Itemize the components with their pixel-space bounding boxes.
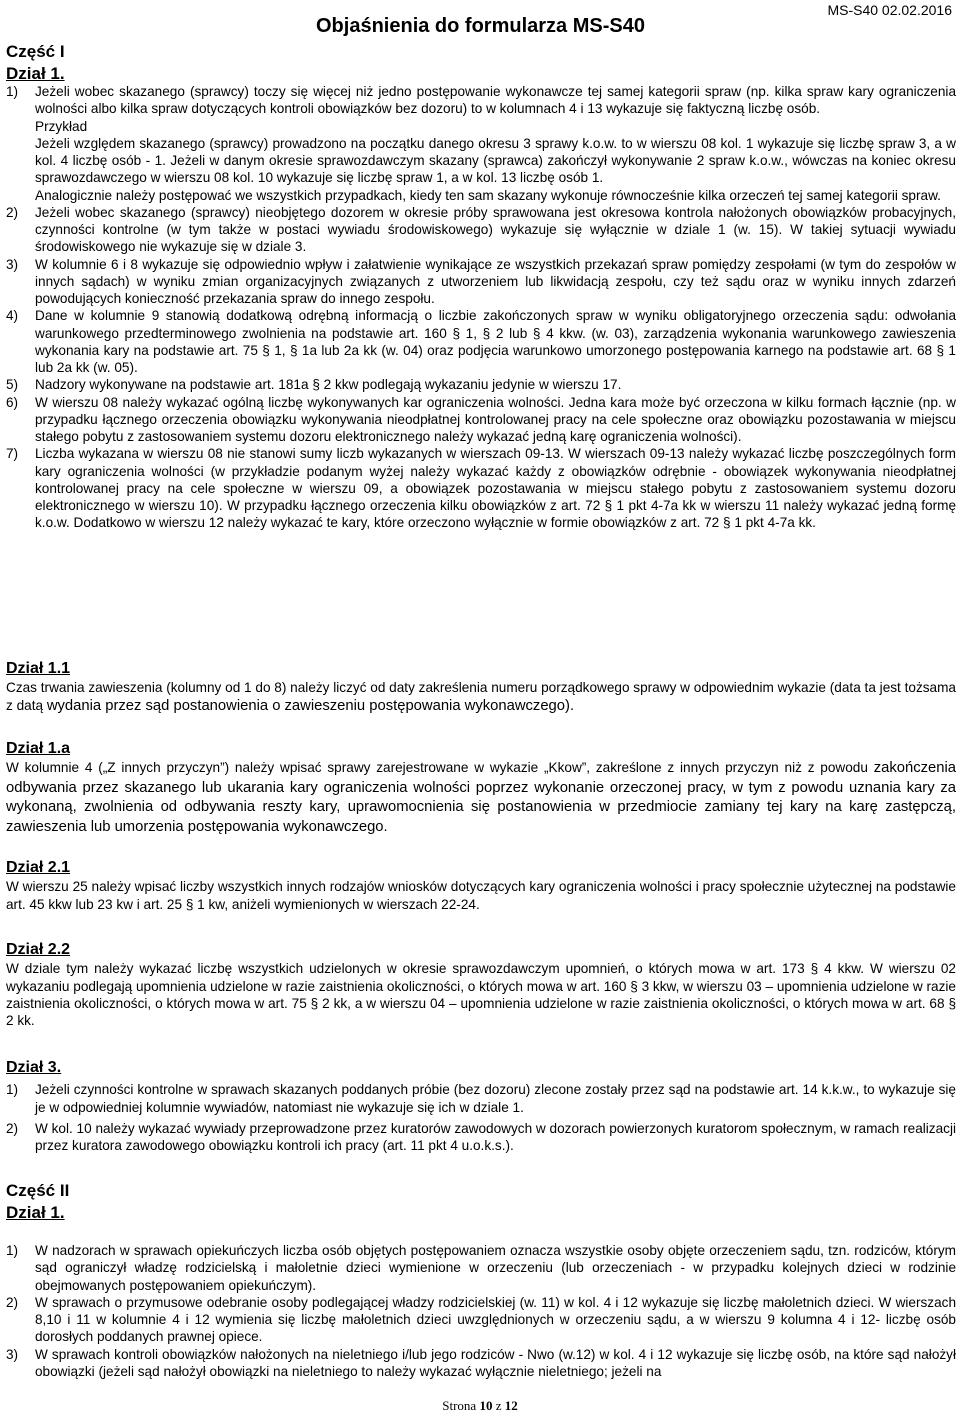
section-1-1-heading: Dział 1.1 xyxy=(6,660,71,677)
section-2-1-text: W wierszu 25 należy wpisać liczby wszystkich innych rodzajów wniosków dotyczących kary ograniczenia wolności i pracy społecznie użytecznej na podstawie art. 45 kkw lub 23 kw i art. 25 § 1 kw, aniżeli wymienionych w wierszach 22-24. xyxy=(6,879,956,912)
item-text: W kol. 10 należy wykazać wywiady przeprowadzone przez kuratorów zawodowych w dozorach powierzonych kuratorom społecznym, w ramach realizacji przez kuratora zawodowego obowiązku kontroli ich pracy (art. 11 pkt 4 u.o.k.s.). xyxy=(35,1120,956,1154)
list-item: 3) W kolumnie 6 i 8 wykazuje się odpowiednio wpływ i załatwienie wynikające ze wszystkich przekazań spraw pomiędzy zespołami (w tym do zespołów w innych sądach) w wyniku zmian organizacyjnych związanych z utworzeniem lub likwidacją zespołu, czy też sądu oraz w wyniku innych zdarzeń powodujących konieczność przekazania spraw do innego zespołu. xyxy=(6,256,956,306)
item-text: Jeżeli wobec skazanego (sprawcy) toczy się więcej niż jedno postępowanie wykonawcze tej samej kategorii spraw (np. kilka spraw kary ograniczenia wolności albo kilka spraw dotyczących kontroli obowiązków bez dozoru) to w kolumnach 4 i 13 wykazuje się faktyczną liczbę osób. xyxy=(35,84,956,117)
section-1-a-text: W kolumnie 4 („Z innych przyczyn”) należy wpisać sprawy zarejestrowane w wykazie „Kkow”, zakreślone z innych przyczyn niż z powodu zakończenia odbywania przez skazanego lub ukarania kary ograniczenia wolności poprzez wykonanie orzeczonej pracy, w tym z powodu uznania kary za wykonaną, zwolnienia od odbywania reszty kary, uprawomocnienia się postanowienia w przedmiocie zamiany tej kary na karę zastępczą, zawieszenia lub umorzenia postępowania wykonawczego. xyxy=(6,760,956,835)
list-item: 2) W kol. 10 należy wykazać wywiady przeprowadzone przez kuratorów zawodowych w dozorach powierzonych kuratorom społecznym, w ramach realizacji przez kuratora zawodowego obowiązku kontroli ich pracy (art. 11 pkt 4 u.o.k.s.). xyxy=(6,1120,956,1154)
section-2-2-heading: Dział 2.2 xyxy=(6,941,71,958)
list-item: 1) Jeżeli czynności kontrolne w sprawach skazanych poddanych próbie (bez dozoru) zlecone zostały przez sąd na podstawie art. 14 k.k.w., to wykazuje się je w odpowiedniej kolumnie wywiadów, natomiast nie wykazuje się ich w dziale 1. xyxy=(6,1082,956,1115)
list-item: 3) W sprawach kontroli obowiązków nałożonych na nieletniego i/lub jego rodziców - Nwo (w.12) w kol. 4 i 12 wykazuje się liczbę osób, na które sąd nałożył obowiązki (jeżeli sąd nałożył obowiązki na nieletniego to należy wykazać wyłącznie nieletniego; jeżeli na xyxy=(6,1346,956,1379)
item-text: Dane w kolumnie 9 stanowią dodatkową odrębną informacją o liczbie zakończonych spraw w wyniku obligatoryjnego orzeczenia sądu: odwołania warunkowego przedterminowego zwolnienia na podstawie art. 160 § 1, § 2 lub § 4 kkw. (w. 03), zarządzenia wykonania warunkowego zawieszenia wykonania kary na podstawie art. 75 § 1, § 1a lub 2a kk (w. 04) oraz podjęcia warunkowo umorzonego postępowania karnego na podstawie art. 68 § 1 lub 2a kk (w. 05). xyxy=(35,308,956,375)
item-text: Jeżeli czynności kontrolne w sprawach skazanych poddanych próbie (bez dozoru) zlecone zostały przez sąd na podstawie art. 14 k.k.w., to wykazuje się je w odpowiedniej kolumnie wywiadów, natomiast nie wykazuje się ich w dziale 1. xyxy=(35,1082,956,1115)
section-1-a xyxy=(6,739,956,837)
part-2-section-1-heading: Dział 1. xyxy=(6,1203,65,1222)
list-item: 7) Liczba wykazana w wierszu 08 nie stanowi sumy liczb wykazanych w wierszach 09-13. W wierszach 09-13 należy wykazać liczbę poszczególnych form kary ograniczenia wolności (w przykładzie podanym wyżej należy wykazać każdy z obowiązków odrębnie - obowiązek wykonywania nieodpłatnej kontrolowanej pracy na cele społeczne w wierszu 09, a obowiązek pozostawania w miejscu stałego pobytu z zastosowaniem systemu dozoru elektronicznego w wierszu 10). W przypadku łącznego orzeczenia kilku obowiązków z art. 72 § 1 pkt 4-7a kk w wierszu 11 należy wykazać jedną formę k.o.w. Dodatkowo w wierszu 12 należy wykazać te kary, które orzeczono wyłącznie w formie obowiązków z art. 72 § 1 pkt 4-7a kk. xyxy=(6,446,956,531)
section-2-2-text: W dziale tym należy wykazać liczbę wszystkich udzielonych w okresie sprawozdawczym upomnień, o których mowa w art. 173 § 4 kkw. W wierszu 02 wykazaniu podlegają upomnienia udzielone w razie zaistnienia okoliczności, o których mowa w art. 160 § 3 kkw, w wierszu 03 – upomnienia udzielone w razie zaistnienia okoliczności, o których mowa w art. 75 § 2 kk, a w wierszu 04 – upomnienia udzielone w razie zaistnienia okoliczności, o których mowa w art. 68 § 2 kk. xyxy=(6,961,956,1029)
item-text: W sprawach o przymusowe odebranie osoby podlegającej władzy rodzicielskiej (w. 11) w kol. 4 i 12 wykazuje się liczbę małoletnich dzieci. W wierszach 8,10 i 11 w kolumnie 4 i 12 wymienia się liczbę małoletnich dzieci uwzględnionych w orzeczeniu sądu, a w wierszu 9 kolumna 4 i 12- liczbę osób dorosłych poddanych prawnej opiece. xyxy=(35,1294,956,1345)
item-text: Jeżeli wobec skazanego (sprawcy) nieobjętego dozorem w okresie próby sprawowana jest okresowa kontrola nałożonych obowiązków probacyjnych, czynności kontrolne (w tym także w postaci wywiadu środowiskowego) wykazuje się wyłącznie w dziale 1 (w. 15). W takiej sytuacji wywiadu środowiskowego nie wykazuje się w dziale 3. xyxy=(35,204,956,255)
item-text: Liczba wykazana w wierszu 08 nie stanowi sumy liczb wykazanych w wierszach 09-13. W wierszach 09-13 należy wykazać liczbę poszczególnych form kary ograniczenia wolności (w przykładzie podanym wyżej należy wykazać każdy z obowiązków odrębnie - obowiązek wykonywania nieodpłatnej kontrolowanej pracy na cele społeczne w wierszu 09, a obowiązek pozostawania w miejscu stałego pobytu z zastosowaniem systemu dozoru elektronicznego w wierszu 10). W przypadku łącznego orzeczenia kilku obowiązków z art. 72 § 1 pkt 4-7a kk w wierszu 11 należy wykazać jedną formę k.o.w. Dodatkowo w wierszu 12 należy wykazać te kary, które orzeczono wyłącznie w formie obowiązków z art. 72 § 1 pkt 4-7a kk. xyxy=(35,446,956,531)
item-text: Jeżeli względem skazanego (sprawcy) prowadzono na początku danego okresu 3 sprawy k.o.w. to w wierszu 08 kol. 1 wykazuje się liczbę spraw 3, a w kol. 4 liczbę osób - 1. Jeżeli w danym okresie sprawozdawczym skazany (sprawca) zakończył wykonywanie 2 spraw k.o.w., wówczas na koniec okresu sprawozdawczego w wierszu 08 kol. 10 wykazuje się liczbę spraw 1, a w kol. 13 liczbę osób 1. xyxy=(35,135,956,186)
list-item: 5) Nadzory wykonywane na podstawie art. 181a § 2 kkw podlegają wykazaniu jedynie w wierszu 17. xyxy=(6,376,956,393)
part-1-heading: Część I xyxy=(6,42,65,61)
section-1-1-text: Czas trwania zawieszenia (kolumny od 1 do 8) należy liczyć od daty zakreślenia numeru porządkowego sprawy w odpowiednim wykazie (data ta jest tożsama z datą wydania przez sąd postanowienia o zawieszeniu postępowania wykonawczego). xyxy=(6,680,956,714)
part-2-section-1-list xyxy=(6,1242,956,1380)
footer-prefix: Strona xyxy=(442,1398,477,1413)
item-text: W sprawach kontroli obowiązków nałożonych na nieletniego i/lub jego rodziców - Nwo (w.12) w kol. 4 i 12 wykazuje się liczbę osób, na które sąd nałożył obowiązki (jeżeli sąd nałożył obowiązki na nieletniego to należy wykazać wyłącznie nieletniego; jeżeli na xyxy=(35,1346,956,1379)
page-total: 12 xyxy=(504,1398,518,1413)
item-text: W wierszu 08 należy wykazać ogólną liczbę wykonywanych kar ograniczenia wolności. Jedna kara może być orzeczona w kilku formach łącznie (np. w przypadku łącznego orzeczenia obowiązku wykonywania nieodpłatnej kontrolowanej pracy na cele społeczne oraz obowiązku pozostawania w miejscu stałego pobytu z zastosowaniem systemu dozoru elektronicznego należy wykazać jedną karę ograniczenia wolności). xyxy=(35,394,956,444)
section-1-a-heading: Dział 1.a xyxy=(6,740,71,757)
item-text: W nadzorach w sprawach opiekuńczych liczba osób objętych postępowaniem oznacza wszystkie osoby objęte orzeczeniem sądu, tzn. rodziców, którym sąd ograniczył władzę rodzicielską i małoletnie dzieci wymienione w orzeczeniu (lub orzeczeniach - w przypadku kolejnych dzieci w rodzinie obejmowanych postępowaniem opiekuńczym). xyxy=(35,1243,956,1293)
list-item: 1) W nadzorach w sprawach opiekuńczych liczba osób objętych postępowaniem oznacza wszystkie osoby objęte orzeczeniem sądu, tzn. rodziców, którym sąd ograniczył władzę rodzicielską i małoletnie dzieci wymienione w orzeczeniu (lub orzeczeniach - w przypadku kolejnych dzieci w rodzinie obejmowanych postępowaniem opiekuńczym). xyxy=(6,1243,956,1293)
list-item: 2) W sprawach o przymusowe odebranie osoby podlegającej władzy rodzicielskiej (w. 11) w kol. 4 i 12 wykazuje się liczbę małoletnich dzieci. W wierszach 8,10 i 11 w kolumnie 4 i 12 wymienia się liczbę małoletnich dzieci uwzględnionych w orzeczeniu sądu, a w wierszu 9 kolumna 4 i 12- liczbę osób dorosłych poddanych prawnej opiece. xyxy=(6,1294,956,1345)
example-label: Przykład xyxy=(35,118,88,134)
page-number: 10 xyxy=(479,1398,493,1413)
section-1-heading: Dział 1. xyxy=(6,64,65,83)
part-2-heading: Część II xyxy=(6,1181,70,1200)
section-3 xyxy=(6,1058,956,1154)
document-title: Objaśnienia do formularza MS-S40 xyxy=(316,15,645,37)
section-1-1 xyxy=(6,659,956,715)
item-text: W kolumnie 6 i 8 wykazuje się odpowiednio wpływ i załatwienie wynikające ze wszystkich przekazań spraw pomiędzy zespołami (w tym do zespołów w innych sądach) w wyniku zmian organizacyjnych związanych z utworzeniem lub likwidacją zespołu, czy też sądu oraz w wyniku innych zdarzeń powodujących konieczność przekazania spraw do innego zespołu. xyxy=(35,256,956,306)
item-text: Analogicznie należy postępować we wszystkich przypadkach, kiedy ten sam skazany wykonuje równocześnie kilka orzeczeń tej samej kategorii spraw. xyxy=(35,187,941,203)
footer-of: z xyxy=(495,1398,502,1413)
section-3-heading: Dział 3. xyxy=(6,1059,62,1076)
list-item: 1) Jeżeli wobec skazanego (sprawcy) toczy się więcej niż jedno postępowanie wykonawcze tej samej kategorii spraw (np. kilka spraw kary ograniczenia wolności albo kilka spraw dotyczących kontroli obowiązków bez dozoru) to w kolumnach 4 i 13 wykazuje się faktyczną liczbę osób. Przykład Jeżeli względem skazanego (sprawcy) prowadzono na początku danego okresu 3 sprawy k.o.w. to w wierszu 08 kol. 1 wykazuje się liczbę spraw 3, a w kol. 4 liczbę osób - 1. Jeżeli w danym okresie sprawozdawczym skazany (sprawca) zakończył wykonywanie 2 spraw k.o.w., wówczas na koniec okresu sprawozdawczego w wierszu 08 kol. 10 wykazuje się liczbę spraw 1, a w kol. 13 liczbę osób 1. Analogicznie należy postępować we wszystkich przypadkach, kiedy ten sam skazany wykonuje równocześnie kilka orzeczeń tej samej kategorii spraw. xyxy=(6,84,956,203)
section-2-1 xyxy=(6,858,956,913)
list-item: 6) W wierszu 08 należy wykazać ogólną liczbę wykonywanych kar ograniczenia wolności. Jedna kara może być orzeczona w kilku formach łącznie (np. w przypadku łącznego orzeczenia obowiązku wykonywania nieodpłatnej kontrolowanej pracy na cele społeczne oraz obowiązku pozostawania w miejscu stałego pobytu z zastosowaniem systemu dozoru elektronicznego należy wykazać jedną karę ograniczenia wolności). xyxy=(6,394,956,444)
list-item: 2) Jeżeli wobec skazanego (sprawcy) nieobjętego dozorem w okresie próby sprawowana jest okresowa kontrola nałożonych obowiązków probacyjnych, czynności kontrolne (w tym także w postaci wywiadu środowiskowego) wykazuje się wyłącznie w dziale 1 (w. 15). W takiej sytuacji wywiadu środowiskowego nie wykazuje się w dziale 3. xyxy=(6,204,956,255)
list-item: 4) Dane w kolumnie 9 stanowią dodatkową odrębną informacją o liczbie zakończonych spraw w wyniku obligatoryjnego orzeczenia sądu: odwołania warunkowego przedterminowego zwolnienia na podstawie art. 160 § 1, § 2 lub § 4 kkw. (w. 03), zarządzenia wykonania warunkowego zawieszenia wykonania kary na podstawie art. 75 § 1, § 1a lub 2a kk (w. 04) oraz podjęcia warunkowo umorzonego postępowania karnego na podstawie art. 68 § 1 lub 2a kk (w. 05). xyxy=(6,308,956,375)
item-text: Nadzory wykonywane na podstawie art. 181a § 2 kkw podlegają wykazaniu jedynie w wierszu 17. xyxy=(35,377,622,393)
page-footer xyxy=(0,1398,960,1415)
section-1-list xyxy=(6,83,956,532)
section-2-2 xyxy=(6,940,956,1029)
document-id: MS-S40 02.02.2016 xyxy=(827,2,952,18)
section-2-1-heading: Dział 2.1 xyxy=(6,859,71,876)
